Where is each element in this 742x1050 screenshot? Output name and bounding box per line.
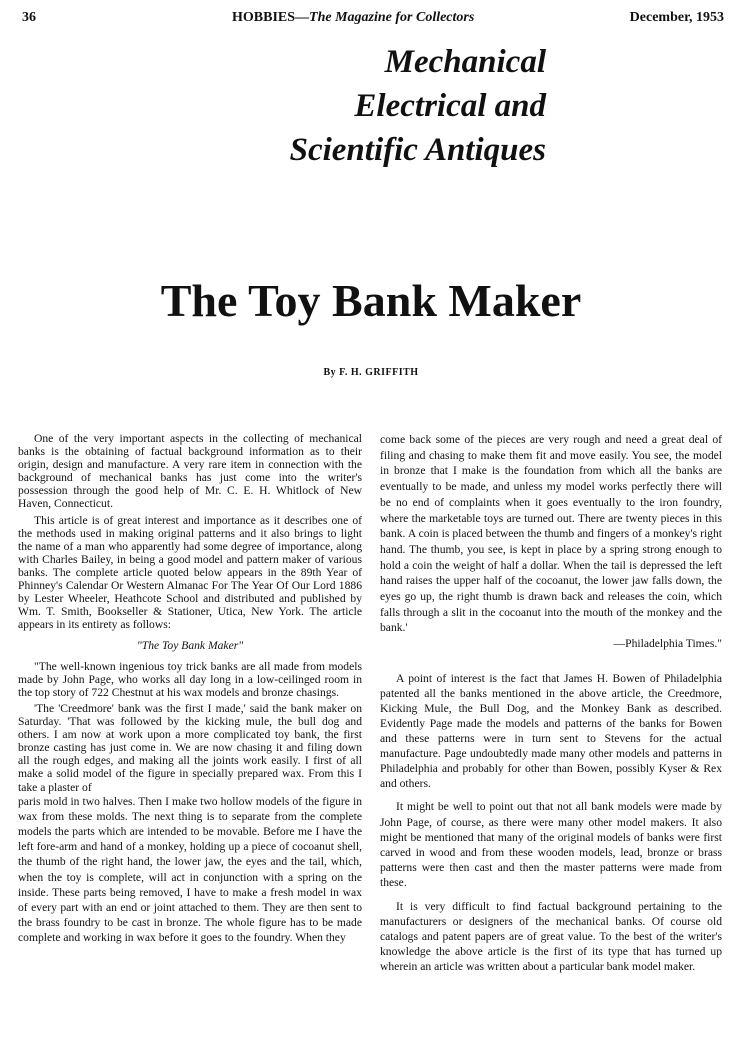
quoted-article-subtitle: "The Toy Bank Maker" [136, 639, 244, 653]
section-title-line-3: Scientific Antiques [289, 132, 546, 168]
article-byline: By F. H. GRIFFITH [323, 367, 419, 378]
right-column [380, 432, 722, 975]
quote-attribution: —Philadelphia Times." [613, 637, 722, 651]
article-title: The Toy Bank Maker [160, 275, 582, 326]
issue-date: December, 1953 [629, 10, 724, 25]
paragraph: It might be well to point out that not all bank models were made by John Page, of course, as there were many other model makers. It also might be mentioned that many of the original models of banks were first carved in wood and from these wooden models, lead, bronze or brass patterns were then cast and then the master patterns were made from these. [380, 800, 722, 890]
paragraph: It is very difficult to find factual background pertaining to the manufacturers or designers of the mechanical banks. Of course old catalogs and patent papers are of great value. To the best of the writer's knowledge the above article is the first of its type that has turned up wherein an article was written about a particular bank model maker. [380, 899, 722, 974]
section-title [200, 40, 546, 172]
paragraph: This article is of great interest and importance as it describes one of the methods used in making original patterns and it also brings to light the name of a man who apparently had some degree of importance, along with Charles Bailey, in being a good model and pattern maker of various banks. The complete article quoted below appears in the 89th Year of Phinney's Calendar Or Western Almanac For The Year Of Our Lord 1886 by Lester Wheeler, Heathcote School and distributed and published by Wm. T. Smith, Bookseller & Stationer, Utica, New York. The article appears in its entirety as follows: [18, 513, 362, 632]
section-title-line-2: Electrical and [354, 88, 546, 124]
section-title-line-1: Mechanical [384, 44, 546, 80]
paragraph-continued: paris mold in two halves. Then I make two hollow models of the figure in wax from these molds. The next thing is to separate from the complete models the parts which are intended to be movable. Before me I have the left fore-arm and hand of a monkey, holding up a piece of cocoanut shell, the thumb of the right hand, the lower jaw, the eyes and the tail, which, when the toy is complete, will act in conjunction with a spring on the inside. These parts being removed, I have to make a fresh model in wax of every part with an end or joint attached to them. They are then sent to the brass foundry to be cast in bronze. The whole figure has to be made complete and working in wax before it goes to the foundry. When they [18, 794, 362, 945]
running-header [0, 10, 742, 30]
magazine-tagline: The Magazine for Collectors [309, 10, 475, 25]
paragraph: A point of interest is the fact that James H. Bowen of Philadelphia patented all the banks mentioned in the above article, the Creedmore, Kicking Mule, the Bull Dog, and the Monkey Bank as described. Evidently Page made the models and patterns of the banks for Bowen and these patterns were in turn sent to Stevens for the actual manufacture. Page undoubtedly made many other models and patterns in Philadelphia and probably for other than Bowen, possibly Kyser & Rex and others. [380, 672, 722, 791]
paragraph: 'The 'Creedmore' bank was the first I made,' said the bank maker on Saturday. 'That was followed by the kicking mule, the bull dog and others. I am now at work upon a more complicated toy bank, the first bronze casting has just come in. We are now chasing it and filing down all the rough edges, and making all the joints work easily. I first of all make a solid model of the figure in specially prepared wax. From this I take a plaster of [18, 701, 362, 794]
paragraph: One of the very important aspects in the collecting of mechanical banks is the obtaining of factual background information as to their origin, design and manufacture. A very rare item in connection with the background of mechanical banks has just come into the writer's possession through the good help of Mr. C. E. H. Whitlock of New Haven, Connecticut. [18, 432, 362, 511]
left-column [18, 432, 362, 946]
paragraph-continued: come back some of the pieces are very rough and need a great deal of filing and chasing to make them fit and move easily. You see, the model in bronze that I make is the foundation from which all the banks are eventually to be made, and unless my model works perfectly there will be no end of complaints when it goes eventually to the iron foundry, where the marketable toys are turned out. There are twenty pieces in this bank. A coin is placed between the thumb and fingers of a monkey's right hand. The thumb, you see, is kept in place by a spring strong enough to hold a coin the weight of half a dollar. When the tail is depressed the left hand raises the upper half of the cocoanut, the lower jaw falls down, the eyes go up, the right thumb is drawn back and releases the coin, which falls through a slit in the cocoanut into the mouth of the monkey and the bank.' [380, 433, 722, 635]
magazine-name [232, 10, 474, 26]
paragraph: "The well-known ingenious toy trick banks are all made from models made by John Page, who works all day long in a low-ceilinged room in the top story of 722 Chestnut at his wax models and bronze chasings. [18, 659, 362, 699]
magazine-title: HOBBIES— [232, 10, 310, 25]
page-number: 36 [22, 10, 36, 25]
